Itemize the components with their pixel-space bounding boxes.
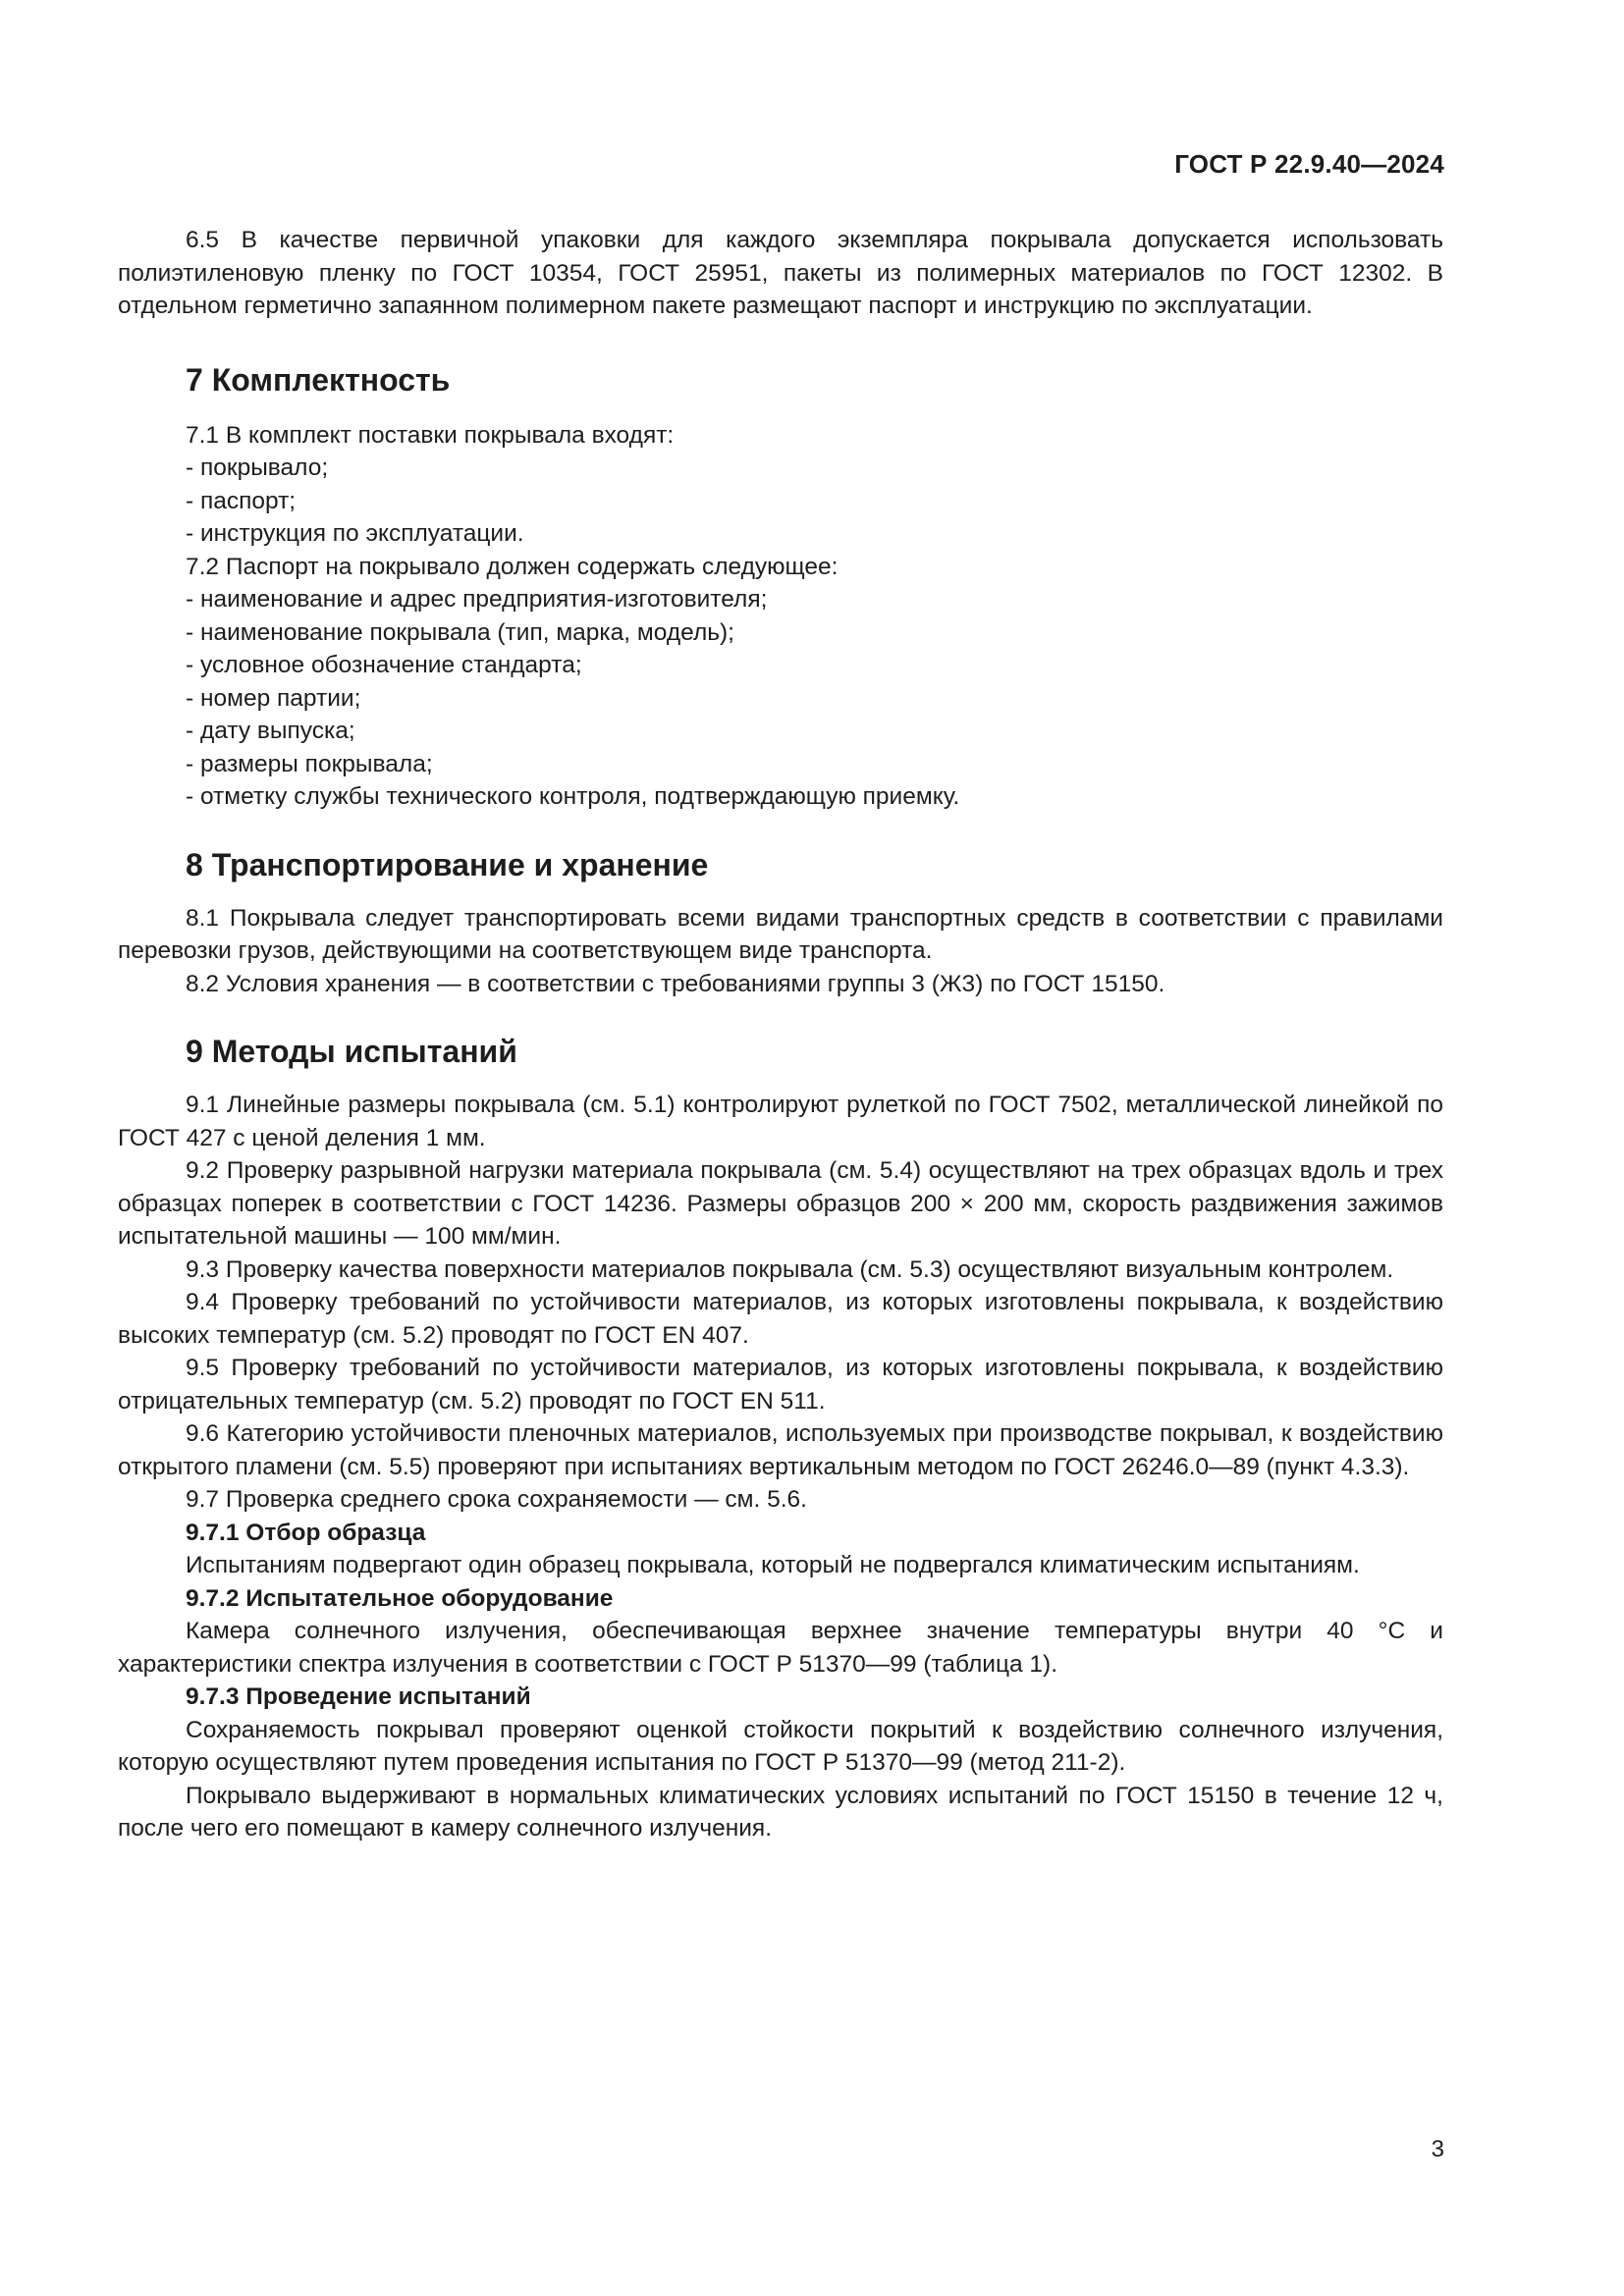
document-code: ГОСТ Р 22.9.40—2024 <box>1174 149 1444 179</box>
list-item: - условное обозначение стандарта; <box>186 652 582 678</box>
paragraph-7-1: 7.1 В комплект поставки покрывала входят: <box>186 421 675 449</box>
paragraph-9-7-1: Испытаниям подвергают один образец покрывала, который не подвергался климатическим испытаниям. <box>186 1552 1360 1578</box>
list-item: - покрывало; <box>186 454 329 481</box>
paragraph-9-3: 9.3 Проверку качества поверхности материалов покрывала (см. 5.3) осуществляют визуальным контролем. <box>186 1255 1394 1283</box>
heading-section-9: 9 Методы испытаний <box>186 1034 517 1069</box>
document-body <box>118 224 1443 1845</box>
subheading-9-7-1: 9.7.1 Отбор образца <box>186 1519 426 1546</box>
list-item: - наименование покрывала (тип, марка, модель); <box>186 618 734 646</box>
heading-section-7: 7 Комплектность <box>186 361 451 398</box>
paragraph-9-6: 9.6 Категорию устойчивости пленочных материалов, используемых при производстве покрывал, к воздействию открытого пламени (см. 5.5) проверяют при испытаниях вертикальным методом по ГОСТ 26246.0—89 (пункт 4.3.3). <box>118 1420 1443 1480</box>
list-item: - паспорт; <box>186 487 297 514</box>
paragraph-6-5: 6.5 В качестве первичной упаковки для каждого экземпляра покрывала допускается использовать полиэтиленовую пленку по ГОСТ 10354, ГОСТ 25951, пакеты из полимерных материалов по ГОСТ 12302. В отдельном герметично запаянном полимерном пакете размещают паспорт и инструкцию по эксплуатации. <box>118 227 1443 319</box>
paragraph-9-7-3-b: Покрывало выдерживают в нормальных климатических условиях испытаний по ГОСТ 15150 в течение 12 ч, после чего его помещают в камеру солнечного излучения. <box>118 1782 1443 1842</box>
list-item: - дату выпуска; <box>186 718 355 744</box>
page-number: 3 <box>1431 2136 1444 2163</box>
paragraph-9-4: 9.4 Проверку требований по устойчивости материалов, из которых изготовлены покрывала, к воздействию высоких температур (см. 5.2) проводят по ГОСТ EN 407. <box>118 1289 1443 1349</box>
paragraph-8-2: 8.2 Условия хранения — в соответствии с требованиями группы 3 (Ж3) по ГОСТ 15150. <box>186 970 1165 997</box>
list-item: - инструкция по эксплуатации. <box>186 520 524 547</box>
paragraph-9-7-3-a: Сохраняемость покрывал проверяют оценкой стойкости покрытий к воздействию солнечного излучения, которую осуществляют путем проведения испытания по ГОСТ Р 51370—99 (метод 211-2). <box>118 1716 1443 1776</box>
paragraph-9-5: 9.5 Проверку требований по устойчивости материалов, из которых изготовлены покрывала, к воздействию отрицательных температур (см. 5.2) проводят по ГОСТ EN 511. <box>118 1355 1443 1415</box>
list-item: - размеры покрывала; <box>186 750 433 777</box>
paragraph-9-1: 9.1 Линейные размеры покрывала (см. 5.1) контролируют рулеткой по ГОСТ 7502, металлической линейкой по ГОСТ 427 с ценой деления 1 мм. <box>118 1092 1443 1151</box>
list-item: - номер партии; <box>186 684 361 712</box>
paragraph-8-1: 8.1 Покрывала следует транспортировать всеми видами транспортных средств в соответствии с правилами перевозки грузов, действующими на соответствующем виде транспорта. <box>118 904 1443 964</box>
paragraph-7-2: 7.2 Паспорт на покрывало должен содержать следующее: <box>186 553 839 580</box>
paragraph-9-7-2: Камера солнечного излучения, обеспечивающая верхнее значение температуры внутри 40 °С и характеристики спектра излучения в соответствии с ГОСТ Р 51370—99 (таблица 1). <box>118 1618 1443 1678</box>
subheading-9-7-3: 9.7.3 Проведение испытаний <box>186 1683 531 1710</box>
paragraph-9-7: 9.7 Проверка среднего срока сохраняемости — см. 5.6. <box>186 1486 807 1513</box>
list-item: - наименование и адрес предприятия-изготовителя; <box>186 586 768 613</box>
subheading-9-7-2: 9.7.2 Испытательное оборудование <box>186 1584 614 1612</box>
paragraph-9-2: 9.2 Проверку разрывной нагрузки материала покрывала (см. 5.4) осуществляют на трех образцах вдоль и трех образцах поперек в соответствии с ГОСТ 14236. Размеры образцов 200 × 200 мм, скорость раздвижения зажимов испытательной машины — 100 мм/мин. <box>118 1157 1443 1250</box>
heading-section-8: 8 Транспортирование и хранение <box>186 846 709 882</box>
list-item: - отметку службы технического контроля, подтверждающую приемку. <box>186 783 960 810</box>
